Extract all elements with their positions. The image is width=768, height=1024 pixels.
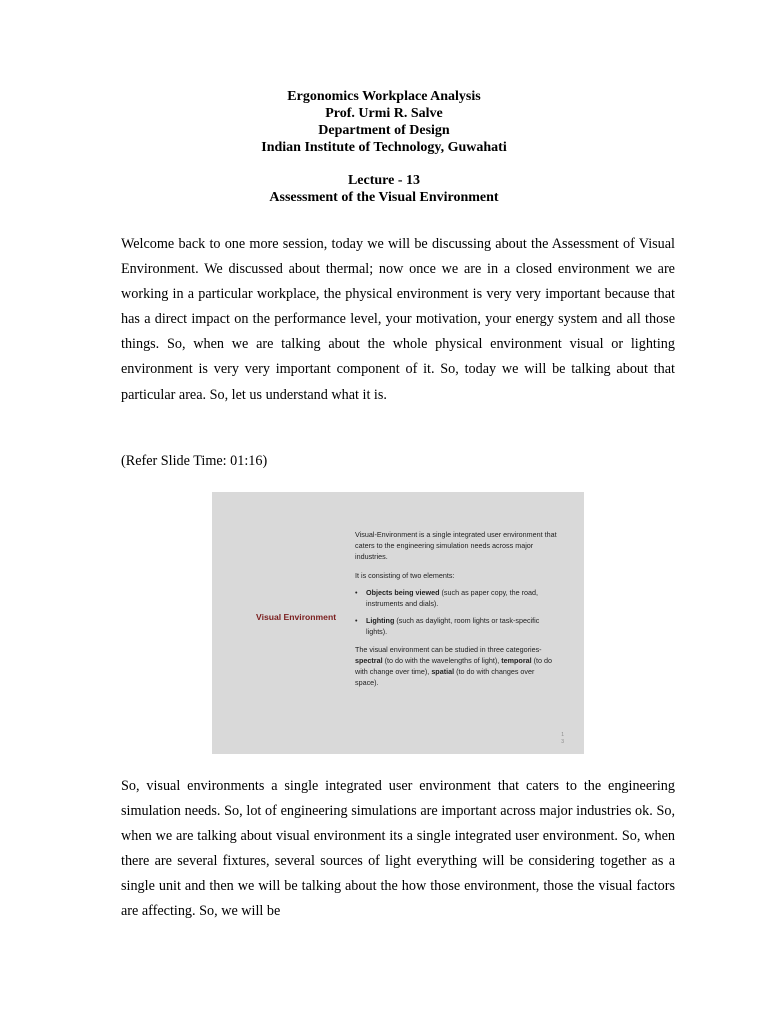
category-spectral: spectral	[355, 655, 383, 665]
slide-bullet-list	[355, 587, 558, 638]
slide-page-number-bottom: 3	[561, 739, 564, 745]
paragraph-visual-environments: So, visual environments a single integrated user environment that caters to the engineering simulation needs. So, lot of engineering simulations are important across major industries ok. So, when we are talking about visual environment its a single integrated user environment. So, when there are several fixtures, several sources of light everything will be considering together as a single unit and then we will be talking about the how those environment, those the visual factors are affecting. So, we will be	[121, 778, 675, 920]
slide-page-number	[561, 732, 564, 746]
lecture-title: Assessment of the Visual Environment	[269, 190, 499, 205]
lecture-slide-image	[212, 492, 584, 754]
department-name: Department of Design	[318, 123, 450, 138]
slide-bullet-item	[355, 587, 558, 609]
slide-bullet-bold: Lighting	[366, 616, 395, 626]
bullet-icon: •	[355, 616, 358, 626]
paragraph-intro: Welcome back to one more session, today we will be discussing about the Assessment of Visual Environment. We discussed about thermal; now once we are in a closed environment we are working in a particular workplace, the physical environment is very very important because that has a direct impact on the performance level, your motivation, your energy system and all those things. So, when we are talking about the whole physical environment visual or lighting environment is very very important component of it. So, today we will be talking about that particular area. So, let us understand what it is.	[121, 236, 675, 403]
slide-categories	[355, 644, 558, 689]
slide-bullet-item	[355, 615, 558, 637]
bullet-icon: •	[355, 587, 358, 597]
categories-lead: The visual environment can be studied in three categories-	[355, 644, 542, 654]
lecture-number: Lecture - 13	[347, 173, 421, 188]
course-title: Ergonomics Workplace Analysis	[287, 89, 481, 104]
slide-title: Visual Environment	[256, 612, 337, 622]
slide-body	[355, 529, 558, 688]
category-temporal-desc: (to do with change over time),	[355, 655, 552, 677]
professor-name: Prof. Urmi R. Salve	[325, 106, 443, 121]
institute-name: Indian Institute of Technology, Guwahati	[261, 140, 507, 155]
category-temporal: temporal	[501, 655, 532, 665]
slide-bullet-text: (such as paper copy, the road, instruments and dials).	[366, 587, 539, 609]
slide-page-number-top: 1	[561, 732, 564, 738]
slide-intro: Visual-Environment is a single integrated user environment that caters to the engineering simulation needs across major industries.	[355, 530, 557, 562]
lecture-heading	[0, 172, 768, 206]
slide-bullet-bold: Objects being viewed	[366, 587, 440, 597]
slide-consisting: It is consisting of two elements:	[355, 570, 455, 580]
refer-slide-time: (Refer Slide Time: 01:16)	[121, 453, 268, 469]
category-spectral-desc: (to do with the wavelengths of light),	[382, 655, 502, 665]
category-spatial-desc: (to do with changes over space).	[355, 667, 535, 688]
slide-bullet-text: (such as daylight, room lights or task-specific lights).	[366, 616, 540, 637]
document-header	[0, 88, 768, 156]
category-spatial: spatial	[431, 667, 455, 677]
